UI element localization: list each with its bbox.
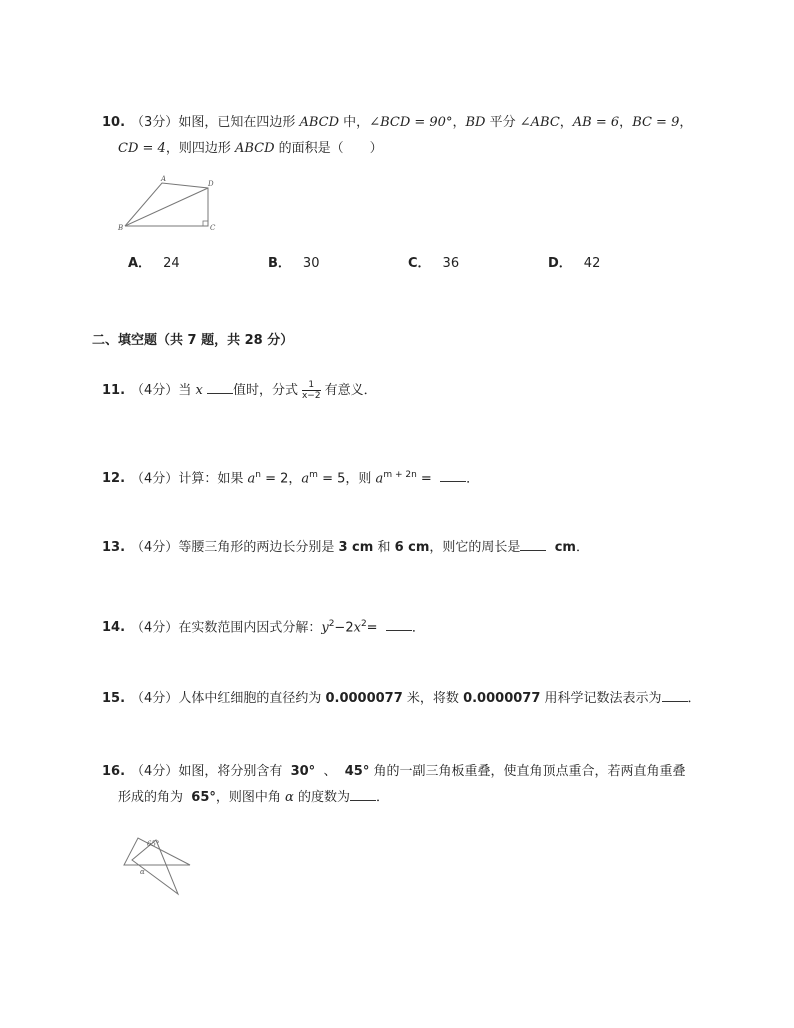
question-16-line-1 <box>102 759 685 785</box>
fraction-denominator: x−2 <box>301 391 321 401</box>
question-text: ， <box>452 115 466 130</box>
question-12 <box>102 462 479 492</box>
quadrilateral-figure <box>115 172 225 234</box>
question-text: 的度数为 <box>297 790 350 805</box>
diagonal-bd <box>125 188 208 226</box>
math-equals: = <box>420 471 432 487</box>
question-text: 值时，分式 <box>232 383 298 398</box>
question-text: ，则 <box>345 471 372 487</box>
value: 0.0000077 <box>463 691 541 706</box>
math-base: a <box>247 471 256 487</box>
answer-blank[interactable] <box>386 616 412 631</box>
math-op: −2 <box>334 620 354 636</box>
triangle-45 <box>132 840 178 894</box>
question-text: ． <box>687 691 701 706</box>
vertex-label-c: C <box>210 224 216 232</box>
right-angle-mark <box>203 221 208 226</box>
value: 65° <box>191 790 216 805</box>
vertex-label-b: B <box>118 224 124 232</box>
answer-blank[interactable] <box>350 786 376 801</box>
question-number: 10. <box>102 115 126 130</box>
question-15 <box>102 686 701 712</box>
option-b[interactable] <box>268 252 319 271</box>
option-d[interactable] <box>548 252 600 271</box>
vertex-label-a: A <box>161 175 167 183</box>
question-text: 、 <box>323 764 337 779</box>
question-text: 和 <box>377 540 391 555</box>
answer-blank[interactable] <box>207 379 233 394</box>
math-var: x <box>353 620 361 636</box>
quadrilateral-outline <box>125 183 208 226</box>
math-quad: ABCD <box>299 115 340 130</box>
triangle-rulers-figure <box>118 830 198 900</box>
question-text: ，则它的周长是 <box>429 540 521 555</box>
answer-blank[interactable] <box>520 536 546 551</box>
question-number: 12. <box>102 471 126 487</box>
question-text: ，则图中角 <box>215 790 281 805</box>
question-10-line-1 <box>102 110 692 136</box>
fraction-numerator: 1 <box>302 380 321 391</box>
math-value: = 5 <box>322 471 346 487</box>
question-text: ． <box>575 540 589 555</box>
question-text: ，则四边形 <box>165 141 231 156</box>
question-score: （4分） <box>131 620 179 636</box>
option-label: C． <box>408 256 431 271</box>
question-text: ， <box>679 115 693 130</box>
value: 3 cm <box>338 540 374 555</box>
question-score: （4分） <box>131 471 179 487</box>
option-value: 36 <box>442 256 460 271</box>
question-score: （4分） <box>131 691 179 706</box>
question-text: 等腰三角形的两边长分别是 <box>178 540 335 555</box>
question-text: ． <box>411 620 425 636</box>
math-quad: ABCD <box>234 141 275 156</box>
question-text: 中， <box>343 115 370 130</box>
question-text: 的面积是（ ） <box>278 141 383 156</box>
question-number: 13. <box>102 540 126 555</box>
math-var: x <box>195 383 203 398</box>
math-var: y <box>321 620 329 636</box>
math-angle: ∠BCD = 90° <box>369 115 453 130</box>
question-score: （4分） <box>131 540 179 555</box>
section-title: 二、填空题（共 7 题，共 28 分） <box>92 333 294 348</box>
math-exponent: m + 2n <box>383 470 417 480</box>
question-number: 14. <box>102 620 126 636</box>
option-label: B． <box>268 256 291 271</box>
option-value: 24 <box>163 256 180 271</box>
math-exponent: 2 <box>360 619 367 629</box>
value: 30° <box>290 764 316 779</box>
math-abc: ∠ABC <box>519 115 560 130</box>
question-text: 如图，将分别含有 <box>178 764 283 779</box>
question-text: 用科学记数法表示为 <box>544 691 662 706</box>
math-exponent: m <box>309 470 318 480</box>
question-13 <box>102 535 589 561</box>
option-label: D． <box>548 256 572 271</box>
math-value: = 2 <box>265 471 289 487</box>
option-a[interactable] <box>128 252 180 271</box>
question-text: 计算：如果 <box>178 471 244 487</box>
option-c[interactable] <box>408 252 459 271</box>
question-text: 在实数范围内因式分解： <box>178 620 322 636</box>
question-text: 平分 <box>489 115 516 130</box>
math-bd: BD <box>465 115 486 130</box>
math-exponent: 2 <box>328 619 335 629</box>
math-ab: AB = 6 <box>572 115 620 130</box>
question-score: （4分） <box>131 383 179 398</box>
answer-blank[interactable] <box>662 687 688 702</box>
question-text: ， <box>559 115 573 130</box>
math-bc: BC = 9 <box>632 115 680 130</box>
option-value: 30 <box>302 256 320 271</box>
question-text: ， <box>619 115 633 130</box>
question-text: 形成的角为 <box>118 790 184 805</box>
question-text: 如图，已知在四边形 <box>178 115 296 130</box>
angle-alpha-label: α <box>140 868 145 876</box>
math-cd: CD = 4 <box>118 141 166 156</box>
question-11 <box>102 378 377 404</box>
value: 45° <box>344 764 370 779</box>
question-text: ． <box>466 471 480 487</box>
question-score: （3分） <box>131 115 179 130</box>
question-text: ， <box>288 471 302 487</box>
unit: cm <box>554 540 576 555</box>
question-10-line-2 <box>118 136 383 162</box>
math-exponent: n <box>255 470 261 480</box>
question-16-line-2 <box>118 785 389 811</box>
question-text: 有意义． <box>324 383 377 398</box>
question-text: 米，将数 <box>406 691 459 706</box>
question-number: 16. <box>102 764 126 779</box>
vertex-label-d: D <box>208 180 214 188</box>
answer-blank[interactable] <box>440 467 466 482</box>
question-text: ． <box>375 790 389 805</box>
question-number: 11. <box>102 383 126 398</box>
question-text: 人体中红细胞的直径约为 <box>178 691 322 706</box>
question-text: 角的一副三角板重叠，使直角顶点重合，若两直角重叠 <box>373 764 686 779</box>
question-text: 当 <box>178 383 192 398</box>
question-14 <box>102 611 425 641</box>
math-equals: = <box>366 620 378 636</box>
value: 6 cm <box>394 540 430 555</box>
value: 0.0000077 <box>325 691 403 706</box>
fraction <box>302 380 321 401</box>
math-base: a <box>375 471 384 487</box>
option-label: A． <box>128 256 152 271</box>
question-score: （4分） <box>131 764 179 779</box>
math-base: a <box>301 471 310 487</box>
question-number: 15. <box>102 691 126 706</box>
option-value: 42 <box>583 256 601 271</box>
angle-65-label: 65° <box>147 840 160 848</box>
math-alpha: α <box>285 790 294 805</box>
